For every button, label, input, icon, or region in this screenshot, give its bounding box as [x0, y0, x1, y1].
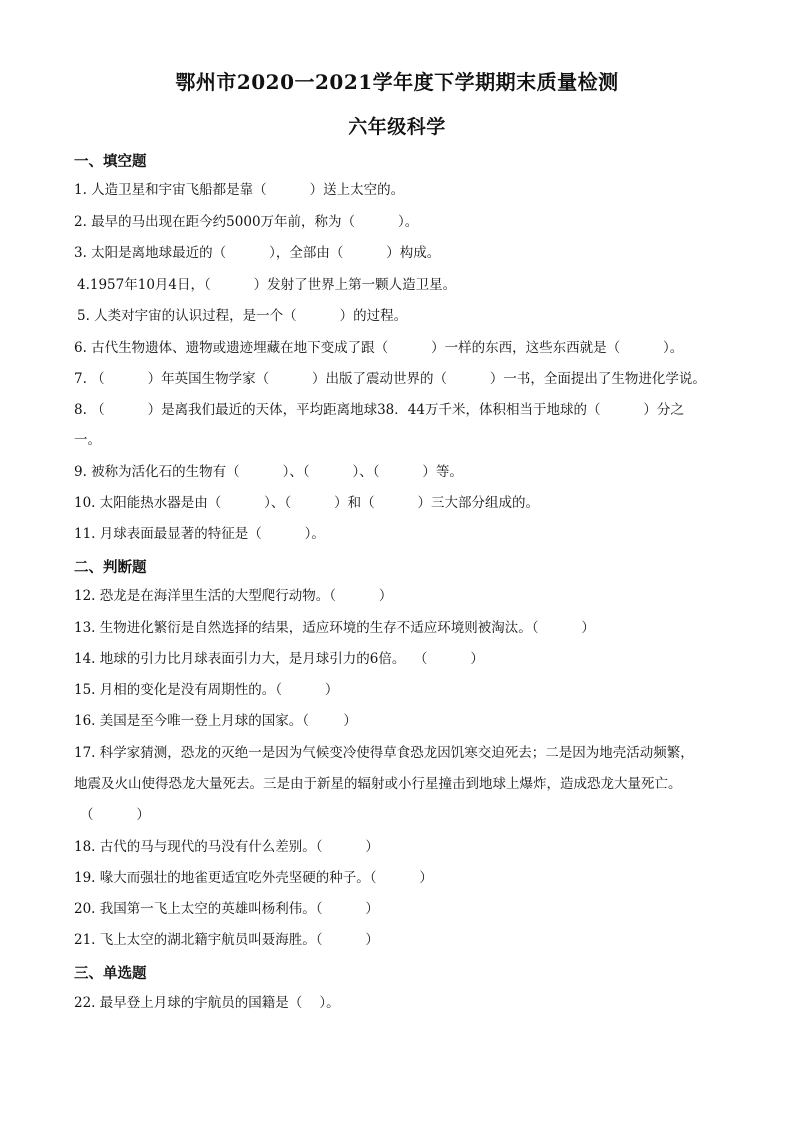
question-19: 19. 喙大而强壮的地雀更适宜吃外壳坚硬的种子。（ ）: [74, 870, 433, 886]
question-17-line-2: 地震及火山使得恐龙大量死去。三是由于新星的辐射或小行星撞击到地球上爆炸，造成恐龙大量死亡。: [74, 776, 682, 792]
question-20: 20. 我国第一飞上太空的英雄叫杨利伟。（ ）: [74, 901, 379, 917]
question-11: 11. 月球表面最显著的特征是（ ）。: [74, 526, 325, 542]
document-title: 鄂州市2020一2021学年度下学期期末质量检测: [175, 70, 619, 94]
question-14: 14. 地球的引力比月球表面引力大，是月球引力的6倍。 （ ）: [74, 651, 484, 667]
question-15: 15. 月相的变化是没有周期性的。（ ）: [74, 682, 339, 698]
question-18: 18. 古代的马与现代的马没有什么差别。（ ）: [74, 839, 379, 855]
question-4: 4.1957年10月4日，（ ）发射了世界上第一颗人造卫星。: [77, 277, 457, 293]
question-8-continued: 一。: [74, 432, 101, 448]
question-3: 3. 太阳是离地球最近的（ ），全部由（ ）构成。: [74, 245, 441, 261]
question-17-answer: （ ）: [80, 807, 150, 823]
section-single-choice: 三、单选题: [74, 965, 147, 982]
question-13: 13. 生物进化繁衍是自然选择的结果，适应环境的生存不适应环境则被淘汰。（ ）: [74, 620, 595, 636]
question-10: 10. 太阳能热水器是由（ ）、（ ）和（ ）三大部分组成的。: [74, 495, 539, 511]
section-true-false: 二、判断题: [74, 559, 147, 576]
question-7: 7. （ ）年英国生物学家（ ）出版了震动世界的（ ）一书，全面提出了生物进化学说。: [74, 371, 706, 387]
document-subtitle: 六年级科学: [348, 116, 446, 138]
question-6: 6. 古代生物遗体、遗物或遗迹埋藏在地下变成了跟（ ）一样的东西，这些东西就是（ ）。: [74, 340, 684, 356]
question-9: 9. 被称为活化石的生物有（ ）、（ ）、（ ）等。: [74, 464, 463, 480]
question-2: 2. 最早的马出现在距今约5000万年前，称为（ ）。: [74, 214, 419, 230]
question-1: 1. 人造卫星和宇宙飞船都是靠（ ）送上太空的。: [74, 182, 405, 198]
question-5: 5. 人类对宇宙的认识过程，是一个（ ）的过程。: [77, 308, 408, 324]
question-21: 21. 飞上太空的湖北籍宇航员叫聂海胜。（ ）: [74, 932, 379, 948]
question-8: 8. （ ）是离我们最近的天体，平均距离地球38．44万千米，体积相当于地球的（ ）分之: [74, 402, 684, 418]
question-16: 16. 美国是至今唯一登上月球的国家。（ ）: [74, 713, 357, 729]
question-12: 12. 恐龙是在海洋里生活的大型爬行动物。（ ）: [74, 588, 393, 604]
section-fill-in-blank: 一、填空题: [74, 153, 147, 170]
question-22: 22. 最早登上月球的宇航员的国籍是（ ）。: [74, 995, 340, 1011]
question-17: 17. 科学家猜测，恐龙的灭绝一是因为气候变冷使得草食恐龙因饥寒交迫死去；二是因为地壳活动频繁，: [74, 745, 694, 761]
